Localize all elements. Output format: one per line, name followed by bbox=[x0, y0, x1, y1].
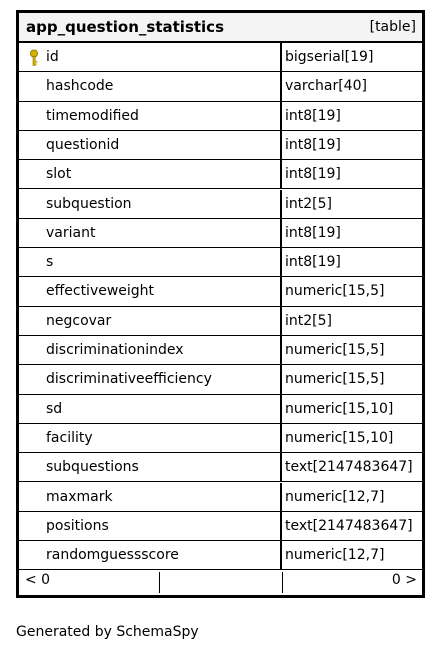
column-type: text[2147483647] bbox=[285, 459, 413, 476]
table-row[interactable] bbox=[19, 102, 422, 131]
column-type: int8[19] bbox=[285, 254, 341, 271]
column-name: s bbox=[46, 254, 54, 271]
table-row[interactable] bbox=[19, 395, 422, 424]
column-name: variant bbox=[46, 224, 96, 241]
column-name: discriminationindex bbox=[46, 342, 184, 358]
table-kind: [table] bbox=[369, 19, 416, 35]
column-type: numeric[15,10] bbox=[285, 400, 394, 417]
table-row[interactable] bbox=[19, 336, 422, 365]
column-name: subquestion bbox=[46, 195, 132, 212]
table-node[interactable] bbox=[16, 10, 425, 598]
column-type: bigserial[19] bbox=[285, 49, 374, 65]
table-row[interactable] bbox=[19, 483, 422, 512]
column-type: numeric[12,7] bbox=[285, 547, 385, 564]
column-type: numeric[15,5] bbox=[285, 371, 385, 388]
table-footer bbox=[19, 570, 422, 595]
table-row[interactable] bbox=[19, 248, 422, 277]
table-row[interactable] bbox=[19, 512, 422, 541]
column-type: int8[19] bbox=[285, 224, 341, 241]
table-row[interactable] bbox=[19, 424, 422, 453]
children-count: 0 > bbox=[391, 572, 417, 588]
table-row[interactable] bbox=[19, 277, 422, 306]
key-icon bbox=[28, 49, 40, 67]
column-name: slot bbox=[46, 166, 72, 183]
table-row[interactable] bbox=[19, 190, 422, 219]
footer-divider bbox=[282, 572, 283, 593]
column-type: int8[19] bbox=[285, 166, 341, 183]
table-row[interactable] bbox=[19, 307, 422, 336]
column-type: numeric[12,7] bbox=[285, 488, 385, 505]
table-row[interactable] bbox=[19, 43, 422, 72]
column-name: timemodified bbox=[46, 107, 139, 124]
column-name: id bbox=[46, 49, 59, 65]
column-type: varchar[40] bbox=[285, 78, 367, 95]
parents-count: < 0 bbox=[25, 572, 51, 588]
table-row[interactable] bbox=[19, 453, 422, 482]
column-type: numeric[15,5] bbox=[285, 283, 385, 300]
column-name: facility bbox=[46, 429, 93, 446]
column-type: int8[19] bbox=[285, 107, 341, 124]
table-row[interactable] bbox=[19, 365, 422, 394]
generator-note: Generated by SchemaSpy bbox=[16, 624, 199, 640]
column-name: positions bbox=[46, 517, 109, 534]
column-type: text[2147483647] bbox=[285, 517, 413, 534]
table-row[interactable] bbox=[19, 541, 422, 570]
column-name: randomguessscore bbox=[46, 547, 179, 564]
column-name: effectiveweight bbox=[46, 283, 155, 300]
column-name: sd bbox=[46, 400, 63, 417]
column-type: numeric[15,5] bbox=[285, 342, 385, 358]
column-name-cell bbox=[19, 248, 282, 276]
column-name: hashcode bbox=[46, 78, 114, 95]
table-row[interactable] bbox=[19, 72, 422, 101]
column-type: numeric[15,10] bbox=[285, 429, 394, 446]
footer-divider bbox=[159, 572, 160, 593]
column-name: discriminativeefficiency bbox=[46, 371, 212, 388]
table-row[interactable] bbox=[19, 160, 422, 189]
table-row[interactable] bbox=[19, 219, 422, 248]
column-type: int8[19] bbox=[285, 136, 341, 153]
column-type: int2[5] bbox=[285, 312, 332, 329]
column-name: negcovar bbox=[46, 312, 112, 329]
column-type: int2[5] bbox=[285, 195, 332, 212]
table-name: app_question_statistics bbox=[26, 18, 225, 36]
column-name: maxmark bbox=[46, 488, 113, 505]
column-name: subquestions bbox=[46, 459, 139, 476]
table-row[interactable] bbox=[19, 131, 422, 160]
table-header bbox=[19, 13, 422, 43]
column-name: questionid bbox=[46, 136, 120, 153]
